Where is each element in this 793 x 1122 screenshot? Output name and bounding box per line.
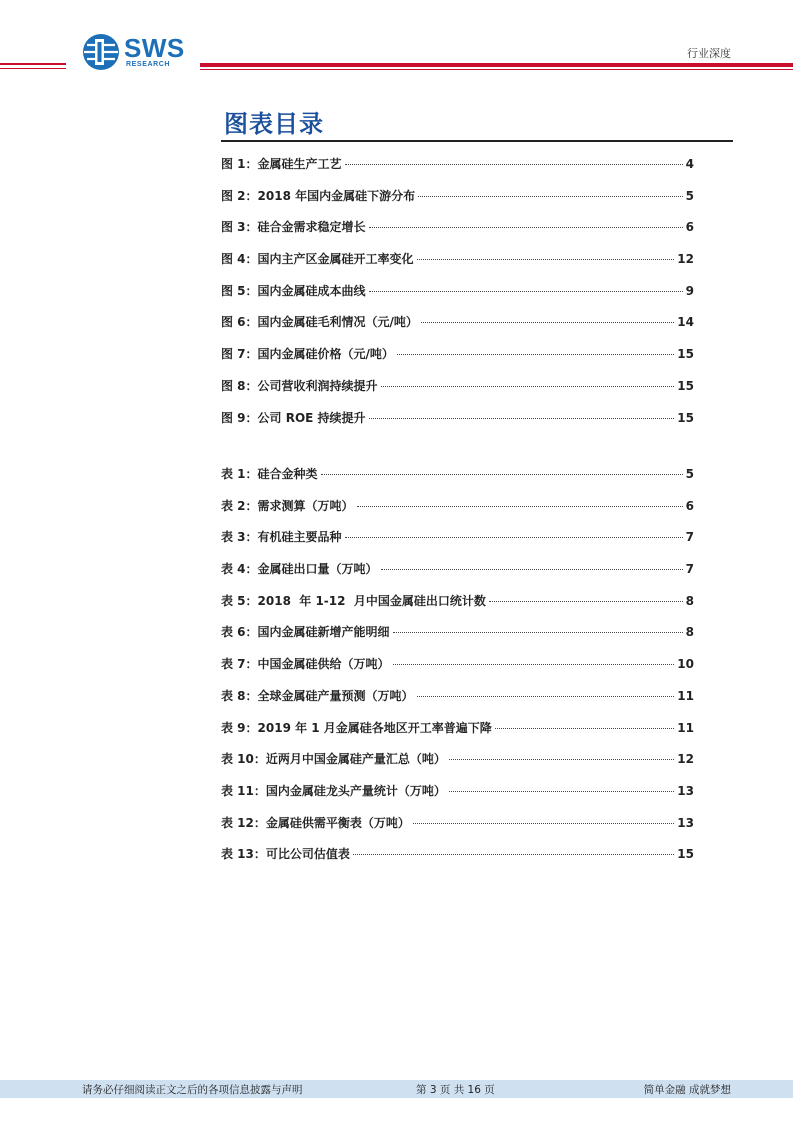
toc-label: 表 7：中国金属硅供给（万吨） [221,657,390,672]
toc-page: 11 [677,688,694,703]
toc-entry-figure-2[interactable] [221,187,694,219]
dot-leader [345,537,683,538]
toc-entry-table-2[interactable] [221,497,694,529]
dot-leader [417,259,675,260]
dot-leader [369,227,683,228]
toc-entry-table-13[interactable] [221,845,694,877]
toc-entry-table-11[interactable] [221,782,694,814]
table-list [221,465,694,877]
dot-leader [393,664,675,665]
toc-label: 表 2：需求测算（万吨） [221,498,354,513]
dot-leader [449,759,674,760]
dot-leader [495,728,674,729]
dot-leader [345,164,683,165]
toc-page: 6 [685,220,694,235]
toc-page: 13 [677,815,694,830]
toc-page: 7 [685,562,694,577]
dot-leader [421,322,674,323]
figure-list [221,155,694,440]
toc-label: 图 9：公司 ROE 持续提升 [221,410,366,425]
toc-label: 图 5：国内金属硅成本曲线 [221,283,366,298]
report-type-label: 行业深度 [687,47,731,60]
toc-label: 图 6：国内金属硅毛利情况（元/吨） [221,315,418,330]
toc-label: 图 7：国内金属硅价格（元/吨） [221,347,394,362]
logo-text: SWS [124,33,185,63]
toc-page: 6 [685,498,694,513]
toc-page: 13 [677,783,694,798]
toc-page: 11 [677,720,694,735]
toc-page: 8 [685,593,694,608]
footer-disclaimer: 请务必仔细阅读正文之后的各项信息披露与声明 [82,1084,303,1096]
toc-entry-figure-6[interactable] [221,313,694,345]
dot-leader [321,474,683,475]
toc-page: 12 [677,752,694,767]
toc-entry-table-7[interactable] [221,655,694,687]
toc-label: 表 4：金属硅出口量（万吨） [221,562,378,577]
title-divider [221,140,733,142]
toc-entry-table-10[interactable] [221,750,694,782]
dot-leader [393,632,683,633]
toc-page: 15 [677,378,694,393]
toc-page: 15 [677,410,694,425]
dot-leader [369,418,675,419]
page-footer [0,1080,793,1098]
dot-leader [353,854,674,855]
header-rule-right [200,63,793,67]
toc-label: 表 11：国内金属硅龙头产量统计（万吨） [221,783,446,798]
toc-label: 图 3：硅合金需求稳定增长 [221,220,366,235]
toc-label: 表 13：可比公司估值表 [221,847,350,862]
toc-page: 12 [677,252,694,267]
toc-page: 15 [677,847,694,862]
dot-leader [381,386,675,387]
toc-entry-figure-9[interactable] [221,409,694,441]
dot-leader [418,196,683,197]
toc-page: 14 [677,315,694,330]
toc-label: 表 5：2018 年 1-12 月中国金属硅出口统计数 [221,593,486,608]
dot-leader [397,354,674,355]
footer-slogan: 简单金融 成就梦想 [643,1084,731,1096]
toc-entry-figure-3[interactable] [221,218,694,250]
dot-leader [413,823,674,824]
toc-entry-table-12[interactable] [221,814,694,846]
page-title: 图表目录 [224,110,324,138]
toc-entry-table-8[interactable] [221,687,694,719]
toc-entry-figure-7[interactable] [221,345,694,377]
header-rule-right-thin [200,69,793,70]
toc-entry-figure-1[interactable] [221,155,694,187]
toc-label: 图 8：公司营收利润持续提升 [221,378,378,393]
company-logo [82,33,192,73]
toc-label: 表 3：有机硅主要品种 [221,530,342,545]
toc-entry-figure-5[interactable] [221,282,694,314]
footer-page-info: 第 3 页 共 16 页 [416,1084,495,1096]
toc-label: 表 12：金属硅供需平衡表（万吨） [221,815,410,830]
toc-entry-table-4[interactable] [221,560,694,592]
toc-entry-table-9[interactable] [221,719,694,751]
toc-label: 图 2：2018 年国内金属硅下游分布 [221,188,416,203]
toc-label: 表 9：2019 年 1 月金属硅各地区开工率普遍下降 [221,720,492,735]
toc-page: 9 [685,283,694,298]
dot-leader [369,291,683,292]
toc-entry-table-6[interactable] [221,623,694,655]
toc-entry-figure-8[interactable] [221,377,694,409]
dot-leader [381,569,683,570]
toc-page: 8 [685,625,694,640]
toc-entry-figure-4[interactable] [221,250,694,282]
header-rule-left [0,63,66,65]
toc-page: 5 [685,467,694,481]
toc-label: 图 1：金属硅生产工艺 [221,157,342,171]
toc-label: 表 6：国内金属硅新增产能明细 [221,625,390,640]
toc-entry-table-1[interactable] [221,465,694,497]
toc-page: 4 [685,157,694,171]
dot-leader [449,791,674,792]
toc-label: 表 1：硅合金种类 [221,467,318,481]
toc-entry-table-3[interactable] [221,528,694,560]
toc-label: 表 10：近两月中国金属硅产量汇总（吨） [221,752,446,767]
toc-page: 10 [677,657,694,672]
sws-globe-icon [82,33,120,71]
dot-leader [489,601,683,602]
toc-page: 5 [685,188,694,203]
toc-entry-table-5[interactable] [221,592,694,624]
logo-subtext: RESEARCH [126,61,171,68]
dot-leader [417,696,675,697]
toc-label: 图 4：国内主产区金属硅开工率变化 [221,252,414,267]
header-rule-left-thin [0,68,66,69]
dot-leader [357,506,683,507]
toc-label: 表 8：全球金属硅产量预测（万吨） [221,688,414,703]
toc-page: 7 [685,530,694,545]
toc-page: 15 [677,347,694,362]
